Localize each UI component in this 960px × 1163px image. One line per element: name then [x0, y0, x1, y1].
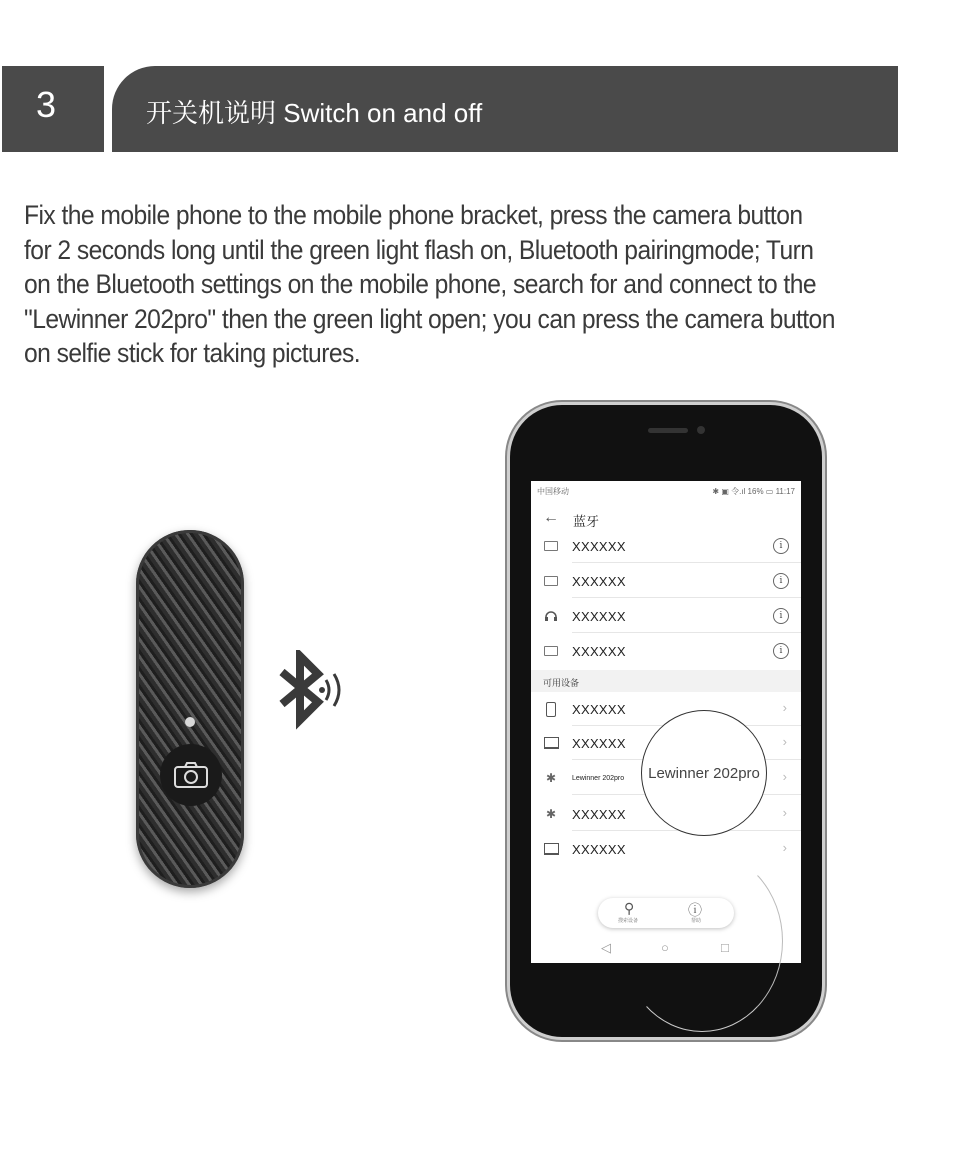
- indicator-light: [185, 717, 195, 727]
- paired-device-row[interactable]: [531, 634, 801, 668]
- laptop-icon: [543, 735, 559, 751]
- magnified-label: Lewinner 202pro: [648, 764, 760, 782]
- instructions-text: [24, 198, 870, 371]
- section-title: 开关机说明 Switch on and off: [146, 98, 483, 128]
- instruction-line: on the Bluetooth settings on the mobile phone, search for and connect to the: [24, 269, 816, 299]
- info-icon[interactable]: i: [773, 538, 789, 554]
- device-name: XXXXXX: [572, 539, 626, 554]
- available-devices-header: [531, 670, 801, 692]
- chevron-right-icon: ›: [782, 700, 787, 715]
- instruction-line: Fix the mobile phone to the mobile phone bracket, press the camera button: [24, 200, 803, 230]
- carrier-label: 中国移动: [537, 487, 569, 496]
- laptop-icon: [543, 841, 559, 857]
- available-device-row[interactable]: [531, 692, 801, 726]
- paired-device-row[interactable]: [531, 564, 801, 598]
- keyboard-icon: [543, 573, 559, 589]
- bluetooth-icon: ✱: [545, 771, 557, 785]
- help-icon[interactable]: ⓘ: [688, 902, 702, 918]
- phone-icon: [543, 701, 559, 717]
- status-bar: [531, 481, 801, 501]
- camera-icon: [173, 761, 209, 789]
- nav-home-icon[interactable]: ○: [661, 940, 669, 955]
- magnified-device-callout: [641, 710, 767, 836]
- device-name: XXXXXX: [572, 609, 626, 624]
- screen-title: 蓝牙: [573, 514, 600, 529]
- phone-speaker: [648, 428, 688, 433]
- nav-recents-icon[interactable]: □: [721, 940, 729, 955]
- device-name: XXXXXX: [572, 574, 626, 589]
- info-icon[interactable]: i: [773, 643, 789, 659]
- device-name: XXXXXX: [572, 842, 626, 857]
- chevron-right-icon: ›: [782, 840, 787, 855]
- info-icon[interactable]: i: [773, 608, 789, 624]
- back-arrow-icon[interactable]: ←: [543, 509, 559, 526]
- instruction-line: "Lewinner 202pro" then the green light open; you can press the camera button: [24, 303, 835, 334]
- info-icon[interactable]: i: [773, 573, 789, 589]
- device-name: Lewinner 202pro: [572, 775, 625, 782]
- chevron-right-icon: ›: [782, 734, 787, 749]
- bottom-actions: [598, 898, 734, 928]
- camera-button[interactable]: [160, 744, 222, 806]
- nav-back-icon[interactable]: ◁: [601, 940, 611, 955]
- device-name: XXXXXX: [572, 736, 626, 751]
- instruction-line: on selfie stick for taking pictures.: [24, 338, 361, 368]
- device-name: XXXXXX: [572, 807, 626, 822]
- step-number: 3: [36, 84, 57, 125]
- paired-device-row[interactable]: [531, 529, 801, 563]
- search-icon[interactable]: ⚲: [624, 900, 635, 916]
- bluetooth-icon: ✱: [545, 807, 557, 821]
- chevron-right-icon: ›: [782, 769, 787, 784]
- chevron-right-icon: ›: [782, 805, 787, 820]
- device-name: XXXXXX: [572, 702, 626, 717]
- keyboard-icon: [543, 538, 559, 554]
- section-label: 可用设备: [543, 678, 580, 688]
- bluetooth-remote: [136, 530, 244, 888]
- system-navbar: [531, 936, 801, 963]
- instruction-line: for 2 seconds long until the green light flash on, Bluetooth pairingmode; Turn: [24, 234, 814, 265]
- status-icons: ✱ ▣ 令.ıl 16% ▭ 11:17: [712, 487, 795, 496]
- keyboard-icon: [543, 643, 559, 659]
- device-name: XXXXXX: [572, 644, 626, 659]
- search-label: 搜索设备: [618, 918, 639, 924]
- headphones-icon: [543, 608, 559, 624]
- front-camera: [697, 426, 705, 434]
- bluetooth-signal-icon: [274, 650, 350, 730]
- help-label: 帮助: [691, 918, 702, 924]
- paired-device-row[interactable]: [531, 599, 801, 633]
